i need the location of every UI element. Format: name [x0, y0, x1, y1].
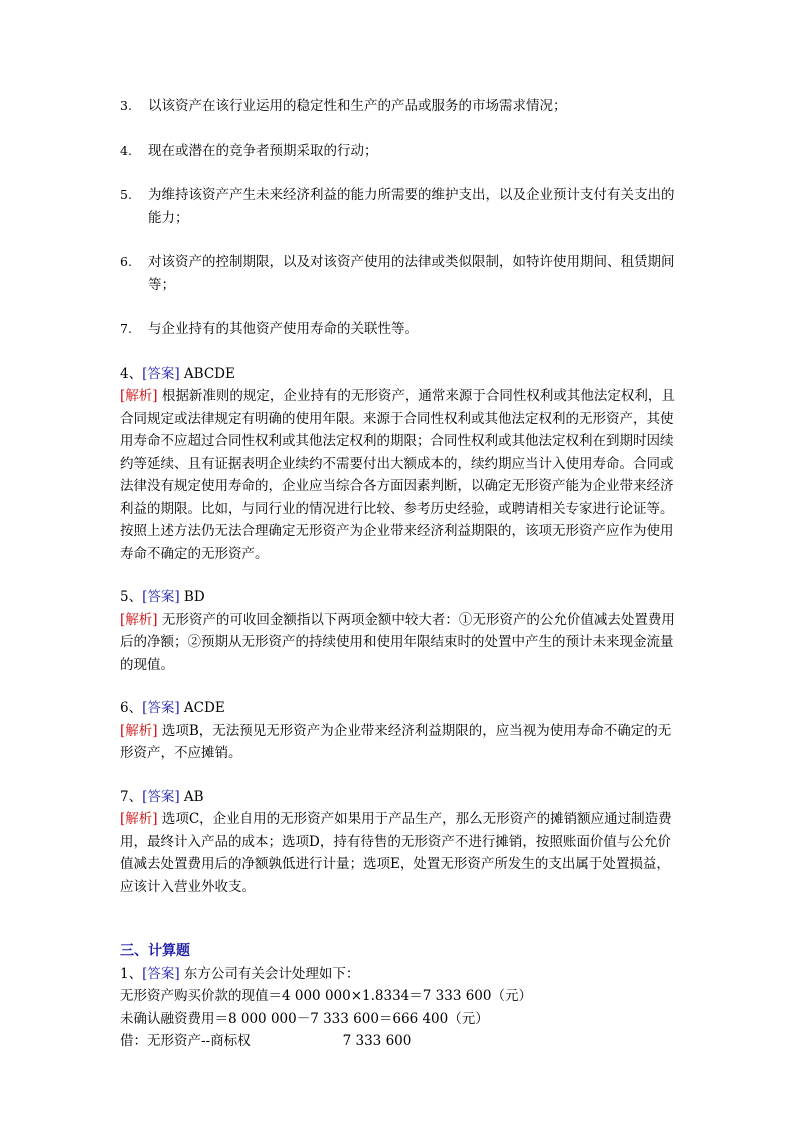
- answer-value: AB: [179, 788, 204, 805]
- list-number: 5.: [120, 187, 132, 202]
- answer-value: BD: [179, 589, 205, 605]
- answer-line: [120, 786, 676, 809]
- answer-value: 东方公司有关会计处理如下：: [179, 965, 360, 982]
- journal-account: 借：无形资产--商标权: [120, 1033, 251, 1049]
- list-number: 3.: [120, 98, 132, 113]
- analysis-line: [120, 385, 676, 520]
- calc-line-finance-cost: 未确认融资费用＝8 000 000－7 333 600＝666 400（元）: [120, 1010, 489, 1027]
- list-number: 6.: [120, 254, 132, 269]
- analysis-tag: [解析]: [120, 388, 158, 404]
- answer-line: [120, 363, 676, 386]
- analysis-text: 选项B，无法预见无形资产为企业带来经济利益期限的，应当视为使用寿命不确定的无形资产，不应摊销。: [120, 722, 672, 761]
- list-item: [120, 318, 676, 341]
- answer-tag: [答案]: [142, 788, 180, 805]
- answer-value: ACDE: [179, 700, 225, 716]
- calc-answer-line: [120, 963, 676, 986]
- answer-prefix: 6、: [120, 700, 143, 716]
- section-title: 三、计算题: [120, 943, 190, 959]
- answer-prefix: 5、: [120, 589, 143, 605]
- answer-block-4: [120, 363, 676, 566]
- answer-prefix: 1、: [120, 965, 143, 982]
- answer-block-7: [120, 786, 676, 899]
- document-content: [120, 95, 676, 1053]
- answer-block-5: [120, 586, 676, 676]
- journal-entry-debit: [120, 1030, 676, 1053]
- analysis-line: [120, 808, 676, 898]
- list-item: [120, 184, 676, 229]
- list-number: 4.: [120, 142, 132, 158]
- answer-block-6: [120, 697, 676, 765]
- analysis-line: [120, 609, 676, 677]
- list-text: 以该资产在该行业运用的稳定性和生产的产品或服务的市场需求情况；: [148, 98, 567, 114]
- list-item: [120, 251, 676, 296]
- list-text: 与企业持有的其他资产使用寿命的关联性等。: [148, 321, 418, 337]
- list-item: [120, 140, 676, 163]
- answer-prefix: 7、: [120, 788, 143, 805]
- analysis-extra: 按照上述方法仍无法合理确定无形资产为企业带来经济利益期限的，该项无形资产应作为使用寿命不确定的无形资产。: [120, 523, 674, 562]
- list-text: 现在或潜在的竞争者预期采取的行动；: [148, 142, 378, 159]
- answer-line: [120, 697, 676, 720]
- list-number: 7.: [120, 321, 132, 336]
- analysis-tag: [解析]: [120, 811, 158, 827]
- list-item: [120, 95, 676, 118]
- analysis-tag: [解析]: [120, 611, 158, 628]
- answer-tag: [答案]: [142, 589, 180, 605]
- analysis-line: [120, 720, 676, 765]
- answer-tag: [答案]: [142, 965, 180, 982]
- answer-value: ABCDE: [179, 365, 235, 382]
- analysis-text: 选项C，企业自用的无形资产如果用于产品生产，那么无形资产的摊销额应通过制造费用，最终计入产品的成本；选项D，持有待售的无形资产不进行摊销，按照账面价值与公允价值减去处置费用后的净额孰低进行计量；选项E，处置无形资产所发生的支出属于处置损益，应该计入营业外收支。: [120, 811, 672, 895]
- list-text: 对该资产的控制期限，以及对该资产使用的法律或类似限制，如特许使用期间、租赁期间等；: [148, 254, 675, 293]
- analysis-text: 根据新准则的规定，企业持有的无形资产，通常来源于合同性权利或其他法定权利，且合同规定或法律规定有明确的使用年限。来源于合同性权利或其他法定权利的无形资产，其使用寿命不应超过合同性权利或其他法定权利的期限；合同性权利或其他法定权利在到期时因续约等延续、且有证据表明企业续约不需要付出大额成本的，续约期应当计入使用寿命。合同或法律没有规定使用寿命的，企业应当综合各方面因素判断，以确定无形资产能为企业带来经济利益的期限。比如，与同行业的情况进行比较、参考历史经验，或聘请相关专家进行论证等。: [120, 388, 675, 517]
- list-text: 为维持该资产产生未来经济利益的能力所需要的维护支出，以及企业预计支付有关支出的能力；: [148, 187, 675, 226]
- analysis-tag: [解析]: [120, 722, 158, 739]
- answer-line: [120, 586, 676, 609]
- answer-prefix: 4、: [120, 365, 143, 382]
- answer-tag: [答案]: [142, 700, 180, 716]
- analysis-text: 无形资产的可收回金额指以下两项金额中较大者：①无形资产的公允价值减去处置费用后的净额；②预期从无形资产的持续使用和使用年限结束时的处置中产生的预计未来现金流量的现值。: [120, 611, 675, 673]
- journal-amount: 7 333 600: [342, 1033, 412, 1049]
- answer-tag: [答案]: [142, 365, 180, 382]
- calc-line-present-value: 无形资产购买价款的现值＝4 000 000×1.8334＝7 333 600（元）: [120, 988, 532, 1004]
